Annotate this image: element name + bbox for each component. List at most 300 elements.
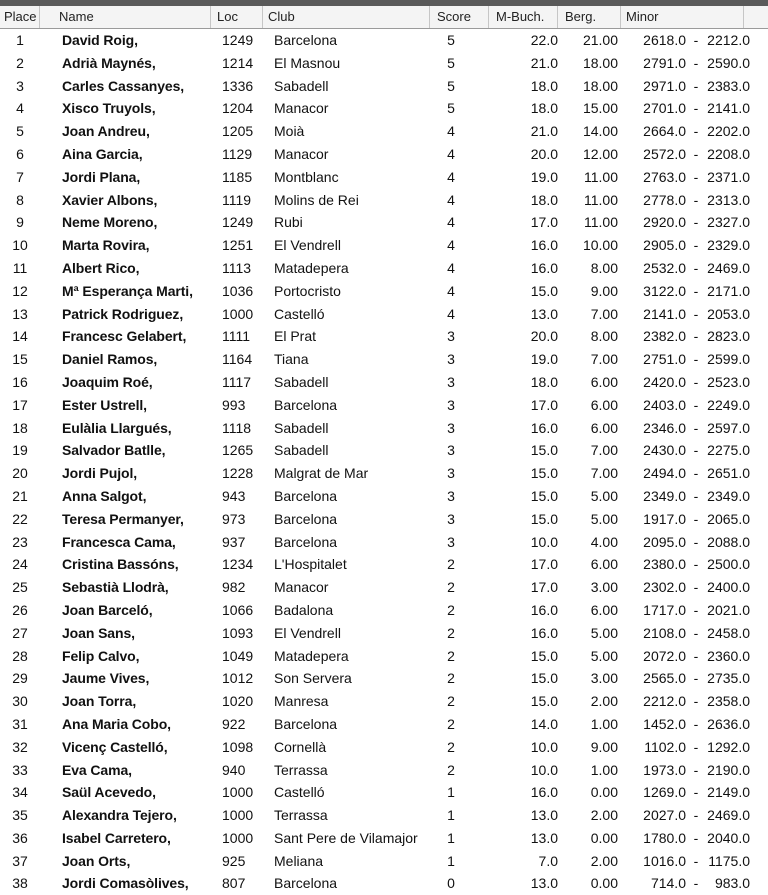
cell-place: 15 [12, 351, 28, 368]
cell-minor-a: 2380.0 [643, 556, 686, 573]
column-header-club[interactable]: Club [264, 6, 430, 28]
table-row[interactable] [0, 599, 768, 622]
cell-club: Terrassa [274, 761, 328, 778]
minor-separator: - [693, 784, 699, 801]
cell-mbuch: 19.0 [530, 351, 558, 368]
cell-mbuch: 15.0 [530, 670, 558, 687]
table-row[interactable] [0, 189, 768, 212]
cell-place: 24 [12, 556, 28, 573]
cell-place: 16 [12, 373, 28, 390]
minor-separator: - [693, 259, 699, 276]
cell-place: 33 [12, 761, 28, 778]
cell-place: 37 [12, 852, 28, 869]
cell-minor-b: 2469.0 [707, 259, 750, 276]
cell-club: El Vendrell [274, 237, 341, 254]
cell-mbuch: 18.0 [530, 191, 558, 208]
table-row[interactable] [0, 280, 768, 303]
cell-mbuch: 13.0 [530, 875, 558, 892]
minor-separator: - [693, 100, 699, 117]
cell-club: Terrassa [274, 807, 328, 824]
cell-club: Sant Pere de Vilamajor [274, 829, 418, 846]
cell-loc: 1336 [222, 77, 254, 94]
table-row[interactable] [0, 736, 768, 759]
table-row[interactable] [0, 872, 768, 895]
cell-name: Adrià Maynés, [62, 54, 156, 71]
minor-separator: - [693, 556, 699, 573]
cell-score: 4 [447, 168, 455, 185]
cell-score: 4 [447, 259, 455, 276]
cell-minor-a: 2701.0 [643, 100, 686, 117]
cell-name: Sebastià Llodrà, [62, 579, 169, 596]
cell-place: 10 [12, 237, 28, 254]
cell-loc: 1000 [222, 829, 254, 846]
cell-mbuch: 17.0 [530, 556, 558, 573]
cell-mbuch: 10.0 [530, 761, 558, 778]
cell-minor-a: 2905.0 [643, 237, 686, 254]
cell-club: Cornellà [274, 738, 327, 755]
cell-place: 31 [12, 715, 28, 732]
cell-loc: 1249 [222, 214, 254, 231]
cell-score: 4 [447, 214, 455, 231]
table-row[interactable] [0, 553, 768, 576]
cell-name: Albert Rico, [62, 259, 140, 276]
cell-score: 2 [447, 738, 455, 755]
table-row[interactable] [0, 303, 768, 326]
cell-mbuch: 16.0 [530, 624, 558, 641]
cell-minor-a: 2763.0 [643, 168, 686, 185]
cell-mbuch: 18.0 [530, 373, 558, 390]
cell-berg: 5.00 [590, 510, 618, 527]
cell-name: Jordi Pujol, [62, 465, 138, 482]
table-row[interactable] [0, 234, 768, 257]
cell-minor-b: 2275.0 [707, 442, 750, 459]
cell-berg: 6.00 [590, 396, 618, 413]
minor-separator: - [693, 328, 699, 345]
column-header-score[interactable]: Score [433, 6, 489, 28]
cell-loc: 807 [222, 875, 246, 892]
cell-mbuch: 15.0 [530, 693, 558, 710]
cell-name: David Roig, [62, 32, 138, 48]
cell-mbuch: 13.0 [530, 807, 558, 824]
cell-loc: 1000 [222, 305, 254, 322]
cell-minor-b: 2212.0 [707, 32, 750, 48]
cell-mbuch: 14.0 [530, 715, 558, 732]
cell-berg: 21.00 [582, 32, 618, 48]
cell-name: Xisco Truyols, [62, 100, 156, 117]
cell-place: 29 [12, 670, 28, 687]
standings-table [0, 29, 768, 892]
cell-berg: 18.00 [582, 54, 618, 71]
cell-score: 2 [447, 647, 455, 664]
cell-berg: 15.00 [582, 100, 618, 117]
cell-score: 3 [447, 351, 455, 368]
table-row[interactable] [0, 52, 768, 75]
cell-berg: 7.00 [590, 465, 618, 482]
cell-minor-b: 2500.0 [707, 556, 750, 573]
minor-separator: - [693, 670, 699, 687]
table-row[interactable] [0, 417, 768, 440]
cell-club: Molins de Rei [274, 191, 359, 208]
minor-separator: - [693, 77, 699, 94]
cell-score: 4 [447, 145, 455, 162]
cell-name: Carles Cassanyes, [62, 77, 185, 94]
cell-loc: 1204 [222, 100, 254, 117]
cell-minor-a: 2349.0 [643, 487, 686, 504]
cell-minor-a: 2618.0 [643, 32, 686, 48]
cell-score: 3 [447, 465, 455, 482]
cell-berg: 10.00 [582, 237, 618, 254]
cell-score: 2 [447, 579, 455, 596]
cell-club: Castelló [274, 784, 325, 801]
table-row[interactable] [0, 827, 768, 850]
cell-minor-a: 2778.0 [643, 191, 686, 208]
cell-club: Castelló [274, 305, 325, 322]
cell-berg: 11.00 [584, 214, 618, 231]
cell-minor-a: 2572.0 [643, 145, 686, 162]
table-row[interactable] [0, 759, 768, 782]
cell-club: Montblanc [274, 168, 339, 185]
cell-name: Jordi Plana, [62, 168, 141, 185]
minor-separator: - [693, 442, 699, 459]
cell-name: Mª Esperança Marti, [62, 282, 193, 299]
cell-loc: 1066 [222, 601, 254, 618]
cell-minor-a: 2494.0 [643, 465, 686, 482]
cell-name: Eva Cama, [62, 761, 132, 778]
cell-name: Marta Rovira, [62, 237, 150, 254]
cell-mbuch: 17.0 [530, 579, 558, 596]
cell-name: Francesca Cama, [62, 533, 176, 550]
minor-separator: - [693, 373, 699, 390]
cell-score: 1 [447, 852, 455, 869]
cell-club: Sabadell [274, 419, 329, 436]
minor-separator: - [693, 510, 699, 527]
cell-berg: 7.00 [590, 305, 618, 322]
column-header-loc[interactable]: Loc [213, 6, 263, 28]
cell-minor-b: 2599.0 [707, 351, 750, 368]
minor-separator: - [693, 465, 699, 482]
cell-place: 9 [16, 214, 24, 231]
table-row[interactable] [0, 622, 768, 645]
cell-mbuch: 15.0 [530, 442, 558, 459]
cell-place: 17 [12, 396, 28, 413]
cell-place: 3 [16, 77, 24, 94]
cell-minor-a: 1973.0 [643, 761, 686, 778]
cell-minor-a: 2420.0 [643, 373, 686, 390]
cell-name: Eulàlia Llargués, [62, 419, 172, 436]
cell-loc: 1129 [222, 145, 253, 162]
cell-mbuch: 16.0 [530, 419, 558, 436]
minor-separator: - [693, 145, 699, 162]
cell-score: 2 [447, 601, 455, 618]
cell-berg: 14.00 [582, 123, 618, 140]
table-row[interactable] [0, 257, 768, 280]
table-row[interactable] [0, 75, 768, 98]
cell-place: 21 [12, 487, 28, 504]
cell-name: Patrick Rodriguez, [62, 305, 184, 322]
cell-club: Barcelona [274, 396, 338, 413]
cell-mbuch: 22.0 [530, 32, 558, 48]
cell-score: 4 [447, 237, 455, 254]
minor-separator: - [693, 579, 699, 596]
cell-score: 1 [447, 829, 455, 846]
cell-score: 4 [447, 123, 455, 140]
cell-place: 36 [12, 829, 28, 846]
minor-separator: - [693, 396, 699, 413]
cell-score: 4 [447, 191, 455, 208]
minor-separator: - [693, 601, 699, 618]
cell-place: 13 [12, 305, 28, 322]
cell-minor-b: 2523.0 [707, 373, 750, 390]
cell-place: 12 [12, 282, 28, 299]
cell-mbuch: 13.0 [530, 305, 558, 322]
cell-minor-b: 2053.0 [707, 305, 750, 322]
cell-minor-b: 1175.0 [708, 852, 750, 869]
column-header-name[interactable]: Name [55, 6, 211, 28]
cell-minor-a: 3122.0 [643, 282, 686, 299]
cell-place: 34 [12, 784, 28, 801]
cell-loc: 925 [222, 852, 246, 869]
cell-minor-a: 2920.0 [643, 214, 686, 231]
cell-minor-a: 714.0 [650, 875, 686, 892]
table-row[interactable] [0, 211, 768, 234]
table-row[interactable] [0, 394, 768, 417]
cell-berg: 5.00 [590, 647, 618, 664]
cell-loc: 1228 [222, 465, 254, 482]
cell-place: 26 [12, 601, 28, 618]
cell-place: 5 [16, 123, 24, 140]
cell-club: Manacor [274, 100, 329, 117]
cell-score: 2 [447, 693, 455, 710]
cell-berg: 6.00 [590, 419, 618, 436]
cell-berg: 6.00 [590, 601, 618, 618]
cell-place: 11 [12, 259, 28, 276]
cell-place: 25 [12, 579, 28, 596]
table-row[interactable] [0, 29, 768, 52]
cell-berg: 8.00 [590, 328, 618, 345]
cell-mbuch: 20.0 [530, 145, 558, 162]
minor-separator: - [693, 191, 699, 208]
cell-club: Sabadell [274, 77, 329, 94]
cell-score: 1 [447, 784, 455, 801]
cell-place: 27 [12, 624, 28, 641]
cell-loc: 1098 [222, 738, 254, 755]
cell-minor-a: 2108.0 [643, 624, 686, 641]
cell-club: Sabadell [274, 442, 329, 459]
cell-club: Sabadell [274, 373, 329, 390]
cell-score: 3 [447, 328, 455, 345]
cell-name: Xavier Albons, [62, 191, 158, 208]
table-row[interactable] [0, 371, 768, 394]
cell-minor-b: 983.0 [714, 875, 750, 892]
table-row[interactable] [0, 713, 768, 736]
cell-minor-a: 2072.0 [643, 647, 686, 664]
cell-score: 3 [447, 419, 455, 436]
cell-berg: 6.00 [590, 373, 618, 390]
column-header-mbuch[interactable]: M-Buch. [492, 6, 558, 28]
minor-separator: - [693, 305, 699, 322]
cell-mbuch: 16.0 [530, 259, 558, 276]
cell-loc: 1000 [222, 807, 254, 824]
cell-score: 2 [447, 715, 455, 732]
cell-minor-b: 2202.0 [707, 123, 750, 140]
cell-club: Matadepera [274, 647, 349, 664]
table-row[interactable] [0, 120, 768, 143]
cell-minor-b: 2021.0 [707, 601, 750, 618]
cell-score: 3 [447, 442, 455, 459]
cell-mbuch: 16.0 [530, 601, 558, 618]
cell-score: 5 [447, 100, 455, 117]
cell-berg: 2.00 [590, 807, 618, 824]
cell-name: Anna Salgot, [62, 487, 147, 504]
cell-minor-a: 1717.0 [643, 601, 686, 618]
table-row[interactable] [0, 97, 768, 120]
cell-club: Manresa [274, 693, 329, 710]
cell-loc: 1117 [222, 373, 252, 390]
table-row[interactable] [0, 531, 768, 554]
cell-minor-b: 2458.0 [707, 624, 750, 641]
cell-score: 3 [447, 396, 455, 413]
cell-loc: 1185 [222, 168, 253, 185]
cell-score: 5 [447, 32, 455, 48]
cell-mbuch: 21.0 [530, 123, 558, 140]
cell-minor-a: 1917.0 [643, 510, 686, 527]
cell-score: 2 [447, 670, 455, 687]
cell-minor-b: 2088.0 [707, 533, 750, 550]
cell-place: 20 [12, 465, 28, 482]
table-row[interactable] [0, 325, 768, 348]
cell-minor-a: 2212.0 [643, 693, 686, 710]
table-row[interactable] [0, 645, 768, 668]
cell-club: Rubi [274, 214, 303, 231]
cell-loc: 1164 [222, 351, 253, 368]
minor-separator: - [693, 54, 699, 71]
cell-club: Barcelona [274, 533, 338, 550]
cell-berg: 2.00 [590, 693, 618, 710]
cell-place: 19 [12, 442, 28, 459]
cell-place: 30 [12, 693, 28, 710]
table-row[interactable] [0, 143, 768, 166]
cell-minor-a: 2751.0 [643, 351, 686, 368]
cell-mbuch: 19.0 [530, 168, 558, 185]
cell-mbuch: 21.0 [530, 54, 558, 71]
cell-name: Aina Garcia, [62, 145, 143, 162]
cell-minor-b: 2823.0 [707, 328, 750, 345]
cell-berg: 9.00 [590, 738, 618, 755]
cell-berg: 12.00 [582, 145, 618, 162]
cell-name: Francesc Gelabert, [62, 328, 187, 345]
cell-club: Son Servera [274, 670, 352, 687]
minor-separator: - [693, 829, 699, 846]
cell-berg: 0.00 [590, 829, 618, 846]
cell-name: Daniel Ramos, [62, 351, 158, 368]
cell-minor-a: 1452.0 [643, 715, 686, 732]
cell-minor-b: 2208.0 [707, 145, 750, 162]
cell-mbuch: 15.0 [530, 647, 558, 664]
cell-place: 28 [12, 647, 28, 664]
cell-loc: 1113 [222, 259, 252, 276]
cell-place: 7 [16, 168, 24, 185]
cell-loc: 1036 [222, 282, 254, 299]
cell-loc: 1214 [222, 54, 254, 71]
table-row[interactable] [0, 804, 768, 827]
table-row[interactable] [0, 485, 768, 508]
table-row[interactable] [0, 439, 768, 462]
cell-minor-a: 2382.0 [643, 328, 686, 345]
cell-minor-b: 2171.0 [707, 282, 750, 299]
cell-club: Barcelona [274, 487, 338, 504]
minor-separator: - [693, 32, 699, 48]
table-row[interactable] [0, 781, 768, 804]
cell-minor-a: 2565.0 [643, 670, 686, 687]
table-row[interactable] [0, 690, 768, 713]
cell-minor-b: 2329.0 [707, 237, 750, 254]
cell-score: 3 [447, 510, 455, 527]
column-header-place[interactable]: Place [0, 6, 40, 28]
table-row[interactable] [0, 508, 768, 531]
cell-score: 3 [447, 373, 455, 390]
cell-berg: 11.00 [584, 168, 618, 185]
cell-name: Cristina Bassóns, [62, 556, 179, 573]
cell-club: El Masnou [274, 54, 341, 71]
cell-name: Ana Maria Cobo, [62, 715, 171, 732]
table-row[interactable] [0, 348, 768, 371]
cell-name: Isabel Carretero, [62, 829, 171, 846]
cell-score: 2 [447, 556, 455, 573]
cell-mbuch: 18.0 [530, 100, 558, 117]
minor-separator: - [693, 852, 699, 869]
cell-minor-a: 2664.0 [643, 123, 686, 140]
cell-club: Matadepera [274, 259, 349, 276]
column-header-berg[interactable]: Berg. [561, 6, 621, 28]
table-row[interactable] [0, 166, 768, 189]
cell-mbuch: 15.0 [530, 282, 558, 299]
minor-separator: - [693, 715, 699, 732]
cell-mbuch: 10.0 [530, 533, 558, 550]
cell-minor-b: 2360.0 [707, 647, 750, 664]
cell-score: 2 [447, 761, 455, 778]
cell-minor-b: 2383.0 [707, 77, 750, 94]
cell-mbuch: 15.0 [530, 465, 558, 482]
cell-name: Joan Andreu, [62, 123, 150, 140]
cell-place: 14 [12, 328, 28, 345]
cell-minor-a: 2430.0 [643, 442, 686, 459]
cell-minor-b: 2400.0 [707, 579, 750, 596]
cell-name: Joan Barceló, [62, 601, 153, 618]
minor-separator: - [693, 738, 699, 755]
cell-name: Joan Sans, [62, 624, 135, 641]
column-header-minor[interactable]: Minor [622, 6, 744, 28]
cell-score: 4 [447, 282, 455, 299]
table-row[interactable] [0, 667, 768, 690]
cell-berg: 8.00 [590, 259, 618, 276]
cell-minor-b: 1292.0 [707, 738, 750, 755]
table-row[interactable] [0, 850, 768, 873]
cell-club: Meliana [274, 852, 324, 869]
cell-mbuch: 15.0 [530, 510, 558, 527]
cell-berg: 1.00 [590, 715, 618, 732]
cell-club: Barcelona [274, 715, 338, 732]
cell-minor-a: 2791.0 [643, 54, 686, 71]
cell-name: Neme Moreno, [62, 214, 158, 231]
table-row[interactable] [0, 576, 768, 599]
cell-name: Vicenç Castelló, [62, 738, 168, 755]
cell-club: Tiana [274, 351, 309, 368]
cell-club: Manacor [274, 145, 329, 162]
table-row[interactable] [0, 462, 768, 485]
cell-mbuch: 17.0 [530, 214, 558, 231]
cell-minor-b: 2349.0 [707, 487, 750, 504]
cell-loc: 1265 [222, 442, 254, 459]
